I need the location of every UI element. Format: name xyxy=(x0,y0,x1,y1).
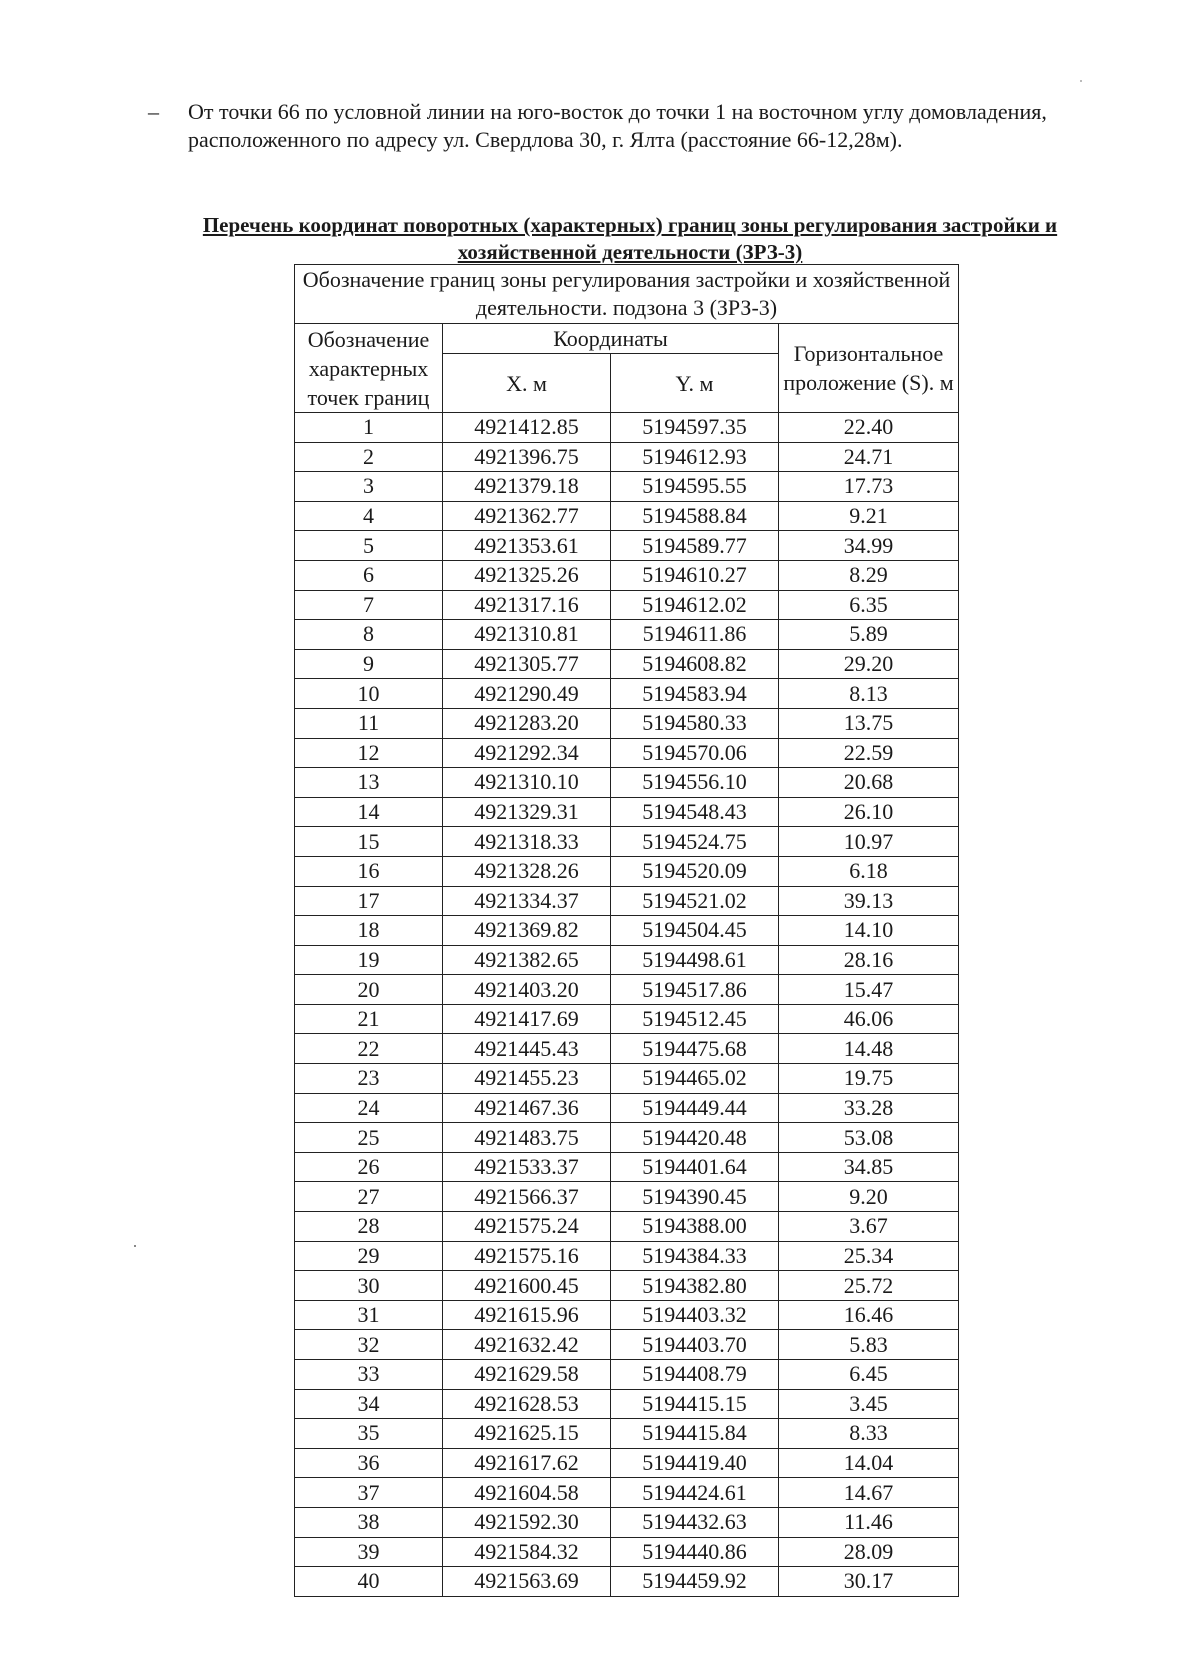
x-coordinate-cell: 4921615.96 xyxy=(443,1300,611,1330)
y-coordinate-cell: 5194520.09 xyxy=(611,856,779,886)
x-coordinate-cell: 4921328.26 xyxy=(443,856,611,886)
y-coordinate-cell: 5194610.27 xyxy=(611,560,779,590)
distance-cell: 34.85 xyxy=(779,1152,959,1182)
distance-cell: 34.99 xyxy=(779,531,959,561)
point-number-cell: 12 xyxy=(295,738,443,768)
table-row xyxy=(295,856,959,886)
x-coordinate-cell: 4921292.34 xyxy=(443,738,611,768)
y-coordinate-cell: 5194475.68 xyxy=(611,1034,779,1064)
distance-cell: 6.45 xyxy=(779,1360,959,1390)
x-coordinate-cell: 4921305.77 xyxy=(443,649,611,679)
point-number-cell: 19 xyxy=(295,945,443,975)
x-coordinate-cell: 4921318.33 xyxy=(443,827,611,857)
table-row xyxy=(295,1241,959,1271)
header-coordinates: Координаты xyxy=(443,324,779,354)
x-coordinate-cell: 4921396.75 xyxy=(443,442,611,472)
point-number-cell: 35 xyxy=(295,1419,443,1449)
table-row xyxy=(295,413,959,443)
x-coordinate-cell: 4921625.15 xyxy=(443,1419,611,1449)
table-row xyxy=(295,1330,959,1360)
header-horizontal-distance: Горизонтальное проложение (S). м xyxy=(779,324,959,413)
distance-cell: 26.10 xyxy=(779,797,959,827)
table-row xyxy=(295,975,959,1005)
point-number-cell: 9 xyxy=(295,649,443,679)
scan-speck xyxy=(1080,80,1082,82)
distance-cell: 53.08 xyxy=(779,1123,959,1153)
distance-cell: 14.67 xyxy=(779,1478,959,1508)
table-row xyxy=(295,768,959,798)
table-row xyxy=(295,620,959,650)
point-number-cell: 29 xyxy=(295,1241,443,1271)
distance-cell: 16.46 xyxy=(779,1300,959,1330)
y-coordinate-cell: 5194588.84 xyxy=(611,501,779,531)
table-row xyxy=(295,1123,959,1153)
y-coordinate-cell: 5194589.77 xyxy=(611,531,779,561)
distance-cell: 14.10 xyxy=(779,916,959,946)
distance-cell: 46.06 xyxy=(779,1004,959,1034)
table-row xyxy=(295,1507,959,1537)
y-coordinate-cell: 5194611.86 xyxy=(611,620,779,650)
table-row xyxy=(295,1567,959,1597)
point-number-cell: 13 xyxy=(295,768,443,798)
y-coordinate-cell: 5194403.70 xyxy=(611,1330,779,1360)
x-coordinate-cell: 4921403.20 xyxy=(443,975,611,1005)
table-row xyxy=(295,1152,959,1182)
table-row xyxy=(295,531,959,561)
x-coordinate-cell: 4921379.18 xyxy=(443,472,611,502)
point-number-cell: 36 xyxy=(295,1448,443,1478)
point-number-cell: 20 xyxy=(295,975,443,1005)
distance-cell: 19.75 xyxy=(779,1064,959,1094)
x-coordinate-cell: 4921584.32 xyxy=(443,1537,611,1567)
point-number-cell: 25 xyxy=(295,1123,443,1153)
table-row xyxy=(295,501,959,531)
point-number-cell: 15 xyxy=(295,827,443,857)
x-coordinate-cell: 4921369.82 xyxy=(443,916,611,946)
table-row xyxy=(295,797,959,827)
y-coordinate-cell: 5194504.45 xyxy=(611,916,779,946)
y-coordinate-cell: 5194597.35 xyxy=(611,413,779,443)
distance-cell: 39.13 xyxy=(779,886,959,916)
point-number-cell: 27 xyxy=(295,1182,443,1212)
y-coordinate-cell: 5194608.82 xyxy=(611,649,779,679)
y-coordinate-cell: 5194382.80 xyxy=(611,1271,779,1301)
distance-cell: 10.97 xyxy=(779,827,959,857)
distance-cell: 14.04 xyxy=(779,1448,959,1478)
x-coordinate-cell: 4921533.37 xyxy=(443,1152,611,1182)
table-row xyxy=(295,1004,959,1034)
y-coordinate-cell: 5194420.48 xyxy=(611,1123,779,1153)
distance-cell: 25.72 xyxy=(779,1271,959,1301)
table-row xyxy=(295,472,959,502)
y-coordinate-cell: 5194612.02 xyxy=(611,590,779,620)
y-coordinate-cell: 5194498.61 xyxy=(611,945,779,975)
point-number-cell: 28 xyxy=(295,1212,443,1242)
distance-cell: 5.83 xyxy=(779,1330,959,1360)
table-row xyxy=(295,1448,959,1478)
y-coordinate-cell: 5194570.06 xyxy=(611,738,779,768)
y-coordinate-cell: 5194415.15 xyxy=(611,1389,779,1419)
y-coordinate-cell: 5194524.75 xyxy=(611,827,779,857)
table-row xyxy=(295,649,959,679)
x-coordinate-cell: 4921455.23 xyxy=(443,1064,611,1094)
table-row xyxy=(295,1064,959,1094)
header-x: X. м xyxy=(443,354,611,413)
table-row xyxy=(295,1360,959,1390)
table-row xyxy=(295,738,959,768)
point-number-cell: 32 xyxy=(295,1330,443,1360)
distance-cell: 33.28 xyxy=(779,1093,959,1123)
point-number-cell: 6 xyxy=(295,560,443,590)
scan-speck xyxy=(134,1245,136,1247)
bullet-dash: – xyxy=(148,99,159,124)
x-coordinate-cell: 4921632.42 xyxy=(443,1330,611,1360)
point-number-cell: 40 xyxy=(295,1567,443,1597)
point-number-cell: 7 xyxy=(295,590,443,620)
table-title: Обозначение границ зоны регулирования застройки и хозяйственной деятельности. подзона 3 (ЗРЗ-3) xyxy=(295,265,959,324)
x-coordinate-cell: 4921600.45 xyxy=(443,1271,611,1301)
x-coordinate-cell: 4921575.24 xyxy=(443,1212,611,1242)
x-coordinate-cell: 4921566.37 xyxy=(443,1182,611,1212)
y-coordinate-cell: 5194548.43 xyxy=(611,797,779,827)
table-row xyxy=(295,1271,959,1301)
document-heading: Перечень координат поворотных (характерных) границ зоны регулирования застройки и хозяйственной деятельности (ЗРЗ-3) xyxy=(202,213,1058,264)
table-row xyxy=(295,1212,959,1242)
point-number-cell: 31 xyxy=(295,1300,443,1330)
table-header-row xyxy=(295,324,959,354)
point-number-cell: 8 xyxy=(295,620,443,650)
point-number-cell: 18 xyxy=(295,916,443,946)
table-row xyxy=(295,1389,959,1419)
y-coordinate-cell: 5194388.00 xyxy=(611,1212,779,1242)
table-row xyxy=(295,886,959,916)
distance-cell: 3.45 xyxy=(779,1389,959,1419)
coordinates-table xyxy=(294,264,959,1597)
table-row xyxy=(295,590,959,620)
y-coordinate-cell: 5194580.33 xyxy=(611,708,779,738)
point-number-cell: 30 xyxy=(295,1271,443,1301)
x-coordinate-cell: 4921628.53 xyxy=(443,1389,611,1419)
distance-cell: 17.73 xyxy=(779,472,959,502)
y-coordinate-cell: 5194465.02 xyxy=(611,1064,779,1094)
y-coordinate-cell: 5194512.45 xyxy=(611,1004,779,1034)
y-coordinate-cell: 5194459.92 xyxy=(611,1567,779,1597)
distance-cell: 24.71 xyxy=(779,442,959,472)
point-number-cell: 17 xyxy=(295,886,443,916)
distance-cell: 30.17 xyxy=(779,1567,959,1597)
y-coordinate-cell: 5194612.93 xyxy=(611,442,779,472)
y-coordinate-cell: 5194440.86 xyxy=(611,1537,779,1567)
point-number-cell: 16 xyxy=(295,856,443,886)
x-coordinate-cell: 4921412.85 xyxy=(443,413,611,443)
distance-cell: 22.59 xyxy=(779,738,959,768)
distance-cell: 11.46 xyxy=(779,1507,959,1537)
distance-cell: 8.33 xyxy=(779,1419,959,1449)
table-row xyxy=(295,560,959,590)
y-coordinate-cell: 5194583.94 xyxy=(611,679,779,709)
distance-cell: 9.20 xyxy=(779,1182,959,1212)
table-row xyxy=(295,1182,959,1212)
table-row xyxy=(295,916,959,946)
x-coordinate-cell: 4921353.61 xyxy=(443,531,611,561)
x-coordinate-cell: 4921483.75 xyxy=(443,1123,611,1153)
y-coordinate-cell: 5194424.61 xyxy=(611,1478,779,1508)
y-coordinate-cell: 5194415.84 xyxy=(611,1419,779,1449)
point-number-cell: 5 xyxy=(295,531,443,561)
x-coordinate-cell: 4921467.36 xyxy=(443,1093,611,1123)
point-number-cell: 33 xyxy=(295,1360,443,1390)
point-number-cell: 4 xyxy=(295,501,443,531)
header-y: Y. м xyxy=(611,354,779,413)
table-row xyxy=(295,1300,959,1330)
y-coordinate-cell: 5194449.44 xyxy=(611,1093,779,1123)
table-row xyxy=(295,1093,959,1123)
x-coordinate-cell: 4921575.16 xyxy=(443,1241,611,1271)
point-number-cell: 23 xyxy=(295,1064,443,1094)
distance-cell: 28.09 xyxy=(779,1537,959,1567)
y-coordinate-cell: 5194556.10 xyxy=(611,768,779,798)
table-row xyxy=(295,708,959,738)
table-row xyxy=(295,1034,959,1064)
x-coordinate-cell: 4921290.49 xyxy=(443,679,611,709)
distance-cell: 25.34 xyxy=(779,1241,959,1271)
y-coordinate-cell: 5194517.86 xyxy=(611,975,779,1005)
y-coordinate-cell: 5194401.64 xyxy=(611,1152,779,1182)
point-number-cell: 11 xyxy=(295,708,443,738)
table-row xyxy=(295,1419,959,1449)
distance-cell: 15.47 xyxy=(779,975,959,1005)
table-row xyxy=(295,1478,959,1508)
y-coordinate-cell: 5194408.79 xyxy=(611,1360,779,1390)
distance-cell: 13.75 xyxy=(779,708,959,738)
point-number-cell: 22 xyxy=(295,1034,443,1064)
point-number-cell: 10 xyxy=(295,679,443,709)
x-coordinate-cell: 4921563.69 xyxy=(443,1567,611,1597)
point-number-cell: 1 xyxy=(295,413,443,443)
point-number-cell: 2 xyxy=(295,442,443,472)
point-number-cell: 38 xyxy=(295,1507,443,1537)
intro-text: От точки 66 по условной линии на юго-восток до точки 1 на восточном углу домовладения, расположенного по адресу ул. Свердлова 30, г. Ялта (расстояние 66-12,28м). xyxy=(188,99,1047,152)
distance-cell: 29.20 xyxy=(779,649,959,679)
distance-cell: 6.18 xyxy=(779,856,959,886)
table-row xyxy=(295,442,959,472)
y-coordinate-cell: 5194521.02 xyxy=(611,886,779,916)
distance-cell: 8.29 xyxy=(779,560,959,590)
x-coordinate-cell: 4921317.16 xyxy=(443,590,611,620)
intro-paragraph xyxy=(148,98,1048,154)
point-number-cell: 26 xyxy=(295,1152,443,1182)
x-coordinate-cell: 4921334.37 xyxy=(443,886,611,916)
y-coordinate-cell: 5194384.33 xyxy=(611,1241,779,1271)
y-coordinate-cell: 5194432.63 xyxy=(611,1507,779,1537)
x-coordinate-cell: 4921445.43 xyxy=(443,1034,611,1064)
x-coordinate-cell: 4921382.65 xyxy=(443,945,611,975)
point-number-cell: 34 xyxy=(295,1389,443,1419)
table-row xyxy=(295,945,959,975)
distance-cell: 9.21 xyxy=(779,501,959,531)
x-coordinate-cell: 4921362.77 xyxy=(443,501,611,531)
x-coordinate-cell: 4921310.81 xyxy=(443,620,611,650)
x-coordinate-cell: 4921592.30 xyxy=(443,1507,611,1537)
table-row xyxy=(295,1537,959,1567)
distance-cell: 6.35 xyxy=(779,590,959,620)
distance-cell: 5.89 xyxy=(779,620,959,650)
point-number-cell: 3 xyxy=(295,472,443,502)
y-coordinate-cell: 5194403.32 xyxy=(611,1300,779,1330)
x-coordinate-cell: 4921325.26 xyxy=(443,560,611,590)
x-coordinate-cell: 4921417.69 xyxy=(443,1004,611,1034)
x-coordinate-cell: 4921283.20 xyxy=(443,708,611,738)
x-coordinate-cell: 4921604.58 xyxy=(443,1478,611,1508)
distance-cell: 8.13 xyxy=(779,679,959,709)
point-number-cell: 39 xyxy=(295,1537,443,1567)
point-number-cell: 14 xyxy=(295,797,443,827)
x-coordinate-cell: 4921617.62 xyxy=(443,1448,611,1478)
distance-cell: 22.40 xyxy=(779,413,959,443)
point-number-cell: 37 xyxy=(295,1478,443,1508)
table-row xyxy=(295,679,959,709)
table-title-row xyxy=(295,265,959,324)
distance-cell: 14.48 xyxy=(779,1034,959,1064)
y-coordinate-cell: 5194595.55 xyxy=(611,472,779,502)
y-coordinate-cell: 5194390.45 xyxy=(611,1182,779,1212)
point-number-cell: 24 xyxy=(295,1093,443,1123)
x-coordinate-cell: 4921629.58 xyxy=(443,1360,611,1390)
distance-cell: 3.67 xyxy=(779,1212,959,1242)
distance-cell: 20.68 xyxy=(779,768,959,798)
y-coordinate-cell: 5194419.40 xyxy=(611,1448,779,1478)
table-row xyxy=(295,827,959,857)
point-number-cell: 21 xyxy=(295,1004,443,1034)
x-coordinate-cell: 4921329.31 xyxy=(443,797,611,827)
header-point-designation: Обозначение характерных точек границ xyxy=(295,324,443,413)
x-coordinate-cell: 4921310.10 xyxy=(443,768,611,798)
distance-cell: 28.16 xyxy=(779,945,959,975)
